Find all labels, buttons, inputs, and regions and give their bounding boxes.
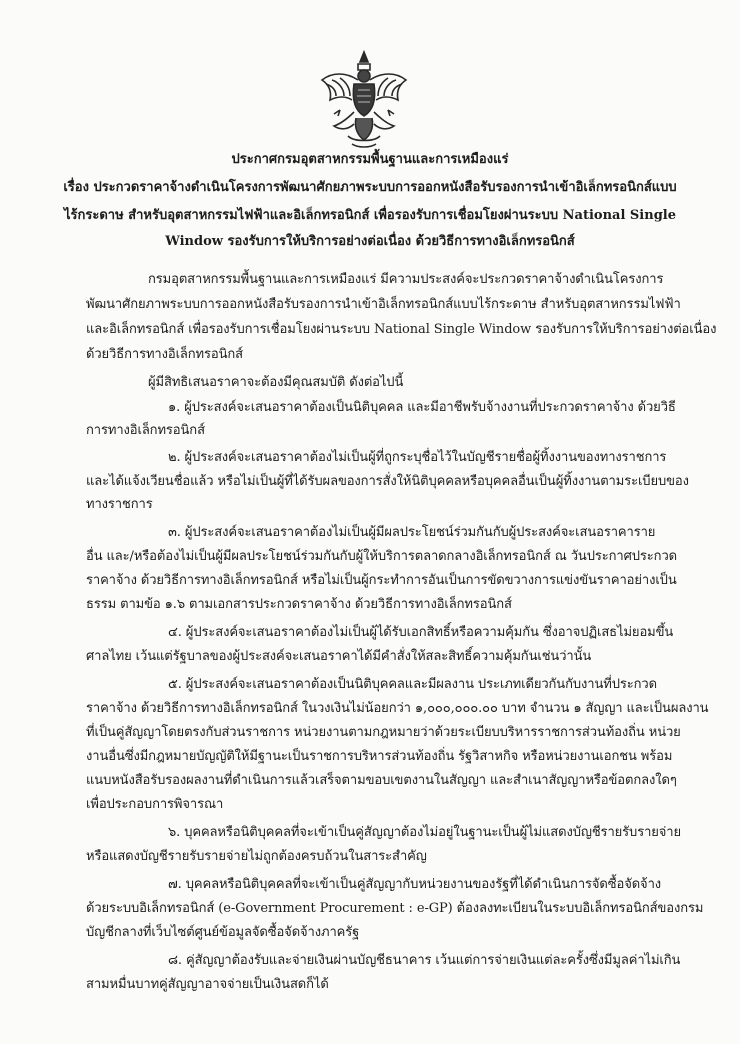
item-3-line-1: ๓. ผู้ประสงค์จะเสนอราคาต้องไม่เป็นผู้มีผลประโยชน์ร่วมกันกับผู้ประสงค์จะเสนอราคาราย xyxy=(168,525,656,540)
item-3-line-4: ธรรม ตามข้อ ๑.๖ ตามเอกสารประกวดราคาจ้าง ด้วยวิธีการทางอิเล็กทรอนิกส์ xyxy=(86,597,512,612)
item-5-line-4: งานอื่นซึ่งมีกฎหมายบัญญัติให้มีฐานะเป็นราชการบริหารส่วนท้องถิ่น รัฐวิสาหกิจ หรือหน่วยงานเอกชน พร้อม xyxy=(86,749,673,764)
item-7-line-2: ด้วยระบบอิเล็กทรอนิกส์ (e-Government Procurement : e-GP) ต้องลงทะเบียนในระบบอิเล็กทรอนิกส์ของกรม xyxy=(86,901,704,916)
intro-line-2: พัฒนาศักยภาพระบบการออกหนังสือรับรองการนำเข้าอิเล็กทรอนิกส์แบบไร้กระดาษ สำหรับอุตสาหกรรมไฟฟ้า xyxy=(86,297,681,312)
item-8-line-1: ๘. คู่สัญญาต้องรับและจ่ายเงินผ่านบัญชีธนาคาร เว้นแต่การจ่ายเงินแต่ละครั้งซึ่งมีมูลค่าไม่เกิน xyxy=(168,953,681,968)
item-5-line-6: เพื่อประกอบการพิจารณา xyxy=(86,797,224,812)
intro-line-4: ด้วยวิธีการทางอิเล็กทรอนิกส์ xyxy=(86,347,244,362)
item-3-line-2: อื่น และ/หรือต้องไม่เป็นผู้มีผลประโยชน์ร่วมกันกับผู้ให้บริการตลาดกลางอิเล็กทรอนิกส์ ณ วันประกาศประกวด xyxy=(86,549,677,564)
qualifications-heading: ผู้มีสิทธิเสนอราคาจะต้องมีคุณสมบัติ ดังต่อไปนี้ xyxy=(148,375,404,390)
item-7-line-1: ๗. บุคคลหรือนิติบุคคลที่จะเข้าเป็นคู่สัญญากับหน่วยงานของรัฐที่ได้ดำเนินการจัดซื้อจัดจ้าง xyxy=(168,877,662,892)
item-6-line-1: ๖. บุคคลหรือนิติบุคคลที่จะเข้าเป็นคู่สัญญาต้องไม่อยู่ในฐานะเป็นผู้ไม่แสดงบัญชีรายรับรายจ่าย xyxy=(168,825,682,840)
item-1-line-1: ๑. ผู้ประสงค์จะเสนอราคาต้องเป็นนิติบุคคล และมีอาชีพรับจ้างงานที่ประกวดราคาจ้าง ด้วยวิธี xyxy=(168,400,676,415)
subject-line-3: Window รองรับการให้บริการอย่างต่อเนื่อง ด้วยวิธีการทางอิเล็กทรอนิกส์ xyxy=(165,234,575,249)
subject-line-1: เรื่อง ประกวดราคาจ้างดำเนินโครงการพัฒนาศักยภาพระบบการออกหนังสือรับรองการนำเข้าอิเล็กทรอนิกส์แบบ xyxy=(63,180,677,195)
garuda-emblem-icon xyxy=(318,50,410,150)
item-8-line-2: สามหมื่นบาทคู่สัญญาอาจจ่ายเป็นเงินสดก็ได้ xyxy=(86,977,329,992)
item-3-line-3: ราคาจ้าง ด้วยวิธีการทางอิเล็กทรอนิกส์ หรือไม่เป็นผู้กระทำการอันเป็นการขัดขวางการแข่งขันราคาอย่างเป็น xyxy=(86,573,677,588)
item-4-line-1: ๔. ผู้ประสงค์จะเสนอราคาต้องไม่เป็นผู้ได้รับเอกสิทธิ์หรือความคุ้มกัน ซึ่งอาจปฏิเสธไม่ยอมขึ้น xyxy=(168,625,674,640)
item-7-line-3: บัญชีกลางที่เว็บไซต์ศูนย์ข้อมูลจัดซื้อจัดจ้างภาครัฐ xyxy=(86,925,360,940)
item-1-line-2: การทางอิเล็กทรอนิกส์ xyxy=(86,423,205,438)
item-6-line-2: หรือแสดงบัญชีรายรับรายจ่ายไม่ถูกต้องครบถ้วนในสาระสำคัญ xyxy=(86,849,427,864)
item-4-line-2: ศาลไทย เว้นแต่รัฐบาลของผู้ประสงค์จะเสนอราคาได้มีคำสั่งให้สละสิทธิ์ความคุ้มกันเช่นว่านั้น xyxy=(86,649,592,664)
intro-line-1: กรมอุตสาหกรรมพื้นฐานและการเหมืองแร่ มีความประสงค์จะประกวดราคาจ้างดำเนินโครงการ xyxy=(148,272,664,287)
item-2-line-2: และได้แจ้งเวียนชื่อแล้ว หรือไม่เป็นผู้ที่ได้รับผลของการสั่งให้นิติบุคคลหรือบุคคลอื่นเป็นผู้ทิ้งงานตามระเบียบของ xyxy=(86,474,689,489)
item-2-line-3: ทางราชการ xyxy=(86,497,153,512)
item-5-line-2: ราคาจ้าง ด้วยวิธีการทางอิเล็กทรอนิกส์ ในวงเงินไม่น้อยกว่า ๑,๐๐๐,๐๐๐.๐๐ บาท จำนวน ๑ สัญญา และเป็นผลงาน xyxy=(86,701,709,716)
announcement-title: ประกาศกรมอุตสาหกรรมพื้นฐานและการเหมืองแร่ xyxy=(231,152,509,167)
item-5-line-1: ๕. ผู้ประสงค์จะเสนอราคาต้องเป็นนิติบุคคลและมีผลงาน ประเภทเดียวกันกับงานที่ประกวด xyxy=(168,677,657,692)
subject-line-2: ไร้กระดาษ สำหรับอุตสาหกรรมไฟฟ้าและอิเล็กทรอนิกส์ เพื่อรองรับการเชื่อมโยงผ่านระบบ National Single xyxy=(63,208,676,223)
item-5-line-3: ที่เป็นคู่สัญญาโดยตรงกับส่วนราชการ หน่วยงานตามกฎหมายว่าด้วยระเบียบบริหารราชการส่วนท้องถิ่น หน่วย xyxy=(86,725,681,740)
item-2-line-1: ๒. ผู้ประสงค์จะเสนอราคาต้องไม่เป็นผู้ที่ถูกระบุชื่อไว้ในบัญชีรายชื่อผู้ทิ้งงานของทางราชการ xyxy=(168,450,667,465)
item-5-line-5: แนบหนังสือรับรองผลงานที่ดำเนินการแล้วเสร็จตามขอบเขตงานในสัญญา และสำเนาสัญญาหรือข้อตกลงใดๆ xyxy=(86,773,677,788)
intro-line-3: และอิเล็กทรอนิกส์ เพื่อรองรับการเชื่อมโยงผ่านระบบ National Single Window รองรับการให้บริการอย่างต่อเนื่อง xyxy=(86,322,717,337)
